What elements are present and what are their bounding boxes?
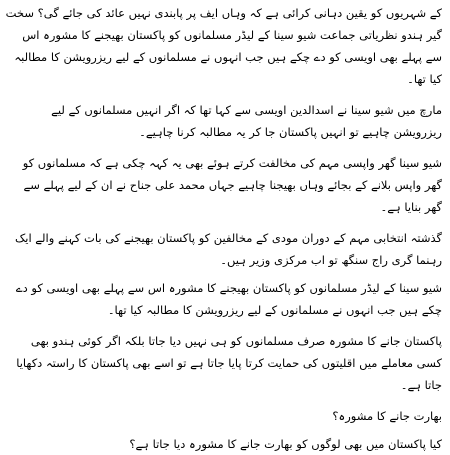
- paragraph-pakistan-question: کیا پاکستان میں بھی لوگوں کو بھارت جانے کا مشورہ دیا جاتا ہے؟: [129, 437, 442, 451]
- paragraph-shiv-sena-intro: کے شہریوں کو یقین دہانی کرائی ہے کہ وہاں ایف پر پابندی نہیں عائد کی جائے گی؟ سخت گیر ہندو نظریاتی جماعت شیو سینا کے لیڈر مسلمانوں کو پاکستان بھیجنے کا مشورہ اس سے پہلے بھی اویسی کو دے چکے ہیں جب انہوں نے مسلمانوں کے لیے ریزرویشن کا مطالبہ کیا تھا۔: [5, 6, 442, 86]
- paragraph-giriraj-singh: گذشتہ انتخابی مہم کے دوران مودی کے مخالفین کو پاکستان بھیجنے کی بات کہنے والے ایک رہنما گری راج سنگھ تو اب مرکزی وزیر ہیں۔: [14, 231, 442, 267]
- subheading-go-to-india: بھارت جانے کا مشورہ؟: [332, 409, 442, 423]
- paragraph-hindus-too: پاکستان جانے کا مشورہ صرف مسلمانوں کو ہی نہیں دیا جاتا بلکہ اگر کوئی ہندو بھی کسی معاملے میں اقلیتوں کی حمایت کرتا پایا جاتا ہے تو اسے بھی پاکستان کا راستہ دکھایا جاتا ہے۔: [16, 334, 442, 392]
- paragraph-march-owaisi: مارچ میں شیو سینا نے اسدالدین اویسی سے کہا تھا کہ اگر انہیں مسلمانوں کے لیے ریزرویشن چاہیے تو انہیں پاکستان جا کر یہ مطالبہ کرنا چاہیے۔: [51, 103, 442, 139]
- paragraph-ghar-wapsi: شیو سینا گھر واپسی مہم کی مخالفت کرتے ہوئے بھی یہ کہہ چکی ہے کہ مسلمانوں کو گھر واپس بلانے کے بجائے وہاں بھیجنا چاہیے جہاں محمد علی جناح نے ان کے لیے پہلے سے گھر بنایا ہے۔: [22, 156, 442, 214]
- paragraph-reservation-demand: شیو سینا کے لیڈر مسلمانوں کو پاکستان بھیجنے کا مشورہ اس سے پہلے بھی اویسی کو دے چکے ہیں جب انہوں نے مسلمانوں کے لیے ریزرویشن کا مطالبہ کیا تھا۔: [15, 281, 442, 317]
